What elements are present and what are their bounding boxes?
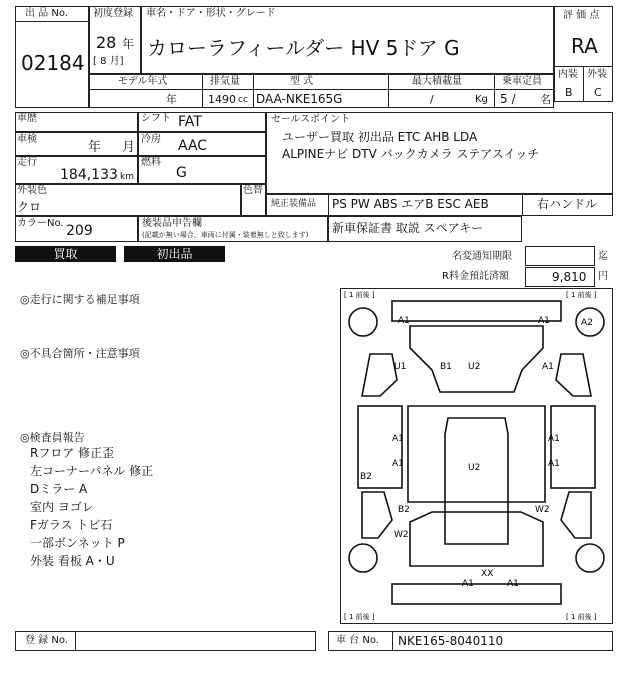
color-value: クロ [17,200,42,214]
displacement-label: 排気量 [210,76,240,87]
hood-outline [410,326,543,392]
mark-w2-lower-left: W2 [394,530,409,540]
damage-diagram [340,288,613,624]
inspector-line-7: 外装 看板 A・U [30,554,115,568]
post-label: 後装品申告欄 [142,218,202,229]
corner-label-top-left: [ 1 前後 ] [344,291,375,299]
mark-xx-rear: XX [481,569,494,579]
color-label: 外装色 [17,185,47,196]
mark-b2-lower-left: B2 [398,505,410,515]
tag-first-listing: 初出品 [124,246,225,262]
handle-value: 右ハンドル [537,197,598,211]
lot-number: 02184 [21,51,85,75]
rating-label: 評 価 点 [563,10,600,21]
inspection-month: 月 [122,140,136,155]
capacity-label: 乗車定員 [502,76,542,87]
ac-value: AAC [178,138,208,154]
mark-b1: B1 [440,362,452,372]
load-separator: / [430,93,434,106]
model-year-unit: 年 [166,93,177,106]
inspector-line-6: 一部ボンネット P [30,536,125,550]
tag-kaitori: 買取 [15,246,116,262]
mark-a1-mid-right-1: A1 [548,434,560,444]
roof-outline [445,418,508,544]
front-bumper-shape [392,301,561,321]
defect-notes-label: ◎不具合箇所・注意事項 [20,347,140,360]
cabin-outline [408,406,545,502]
type-label: 型 式 [290,76,314,87]
mark-a1-mid-left-2: A1 [392,459,404,469]
model-year-label: モデル年式 [118,76,168,87]
exterior-grade: C [594,86,602,99]
mark-w2-lower-right: W2 [535,505,550,515]
wheel-front-left [349,308,377,336]
mark-u1: U1 [394,362,407,372]
chassis-number: NKE165-8040110 [398,634,504,648]
color-no-value: 209 [66,223,93,239]
color-no-label: カラーNo. [17,218,64,229]
fuel-label: 燃料 [141,157,161,168]
spec-divider-1 [202,74,203,108]
load-unit: Kg [475,94,488,105]
mileage-value: 184,133 [60,167,118,183]
rear-deck-outline [410,512,543,566]
drive-notes-label: ◎走行に関する補足事項 [20,293,140,306]
rear-fender-right [561,492,591,538]
wheel-rear-right [576,544,604,572]
deadline-label: 名変通知期限 [452,251,512,262]
registration-number-label: 登 録 No. [25,635,68,646]
load-label: 最大積載量 [412,76,462,87]
equip-value: PS PW ABS エアB ESC AEB [332,197,489,211]
displacement-value: 1490 [208,93,236,106]
deadline-unit: 迄 [598,251,608,262]
mark-a1-rear-left: A1 [462,579,474,589]
interior-grade: B [565,86,573,99]
rating-value: RA [571,34,598,58]
post-note: (記載が無い場合，車両に付属・装着無しと致します) [142,231,309,239]
spec-divider-4 [494,74,495,108]
color-box [15,184,241,216]
fuel-value: G [176,165,187,181]
car-name-label: 車名・ドア・形状・グレード [146,8,276,19]
corner-label-bottom-left: [ 1 前後 ] [344,613,375,621]
interior-label: 内装 [558,69,578,80]
equip-label: 純正装備品 [271,199,317,209]
inspector-line-5: Fガラス トビ石 [30,518,113,532]
chassis-label: 車 台 No. [336,635,379,646]
front-fender-left [362,354,397,396]
mark-a1-top-right: A1 [538,316,550,326]
rear-fender-left [362,492,392,538]
history-label: 車歴 [17,113,37,124]
door-right [551,406,595,488]
recycle-label: R料金預託済額 [442,271,509,282]
registration-number-divider [75,631,76,651]
registration-year: 28 [96,33,117,52]
ac-label: 冷房 [141,134,161,145]
inspection-label: 車検 [17,134,37,145]
mark-a1-mid-right-2: A1 [548,459,560,469]
rear-bumper-shape [392,584,561,604]
inspector-line-4: 室内 ヨゴレ [30,500,94,514]
mark-u2-center: U2 [468,463,481,473]
recycle-value: 9,810 [552,270,587,284]
mark-a1-rear-right: A1 [507,579,519,589]
type-value: DAA-NKE165G [256,92,343,106]
equip-divider-2 [522,194,523,216]
spec-divider-3 [388,74,389,108]
spec-divider-2 [253,74,254,108]
registration-label: 初度登録 [93,8,133,19]
mark-a1-top-left: A1 [398,316,410,326]
deadline-field [525,246,595,266]
inspector-label: ◎検査員報告 [20,431,85,444]
mark-a2-right: A2 [581,318,593,328]
registration-year-unit: 年 [122,37,135,51]
capacity-unit: 名 [540,93,551,106]
mark-a1-mid-left-1: A1 [392,434,404,444]
car-name: カローラフィールダー HV 5ドア G [147,36,460,60]
inspector-line-1: Rフロア 修正歪 [30,446,115,460]
front-fender-right [556,354,591,396]
corner-label-bottom-right: [ 1 前後 ] [566,613,597,621]
mark-b2-left: B2 [360,472,372,482]
mileage-unit: km [120,172,134,182]
mileage-label: 走行 [17,157,37,168]
inspection-year: 年 [88,140,102,155]
inspector-line-3: Dミラー A [30,482,88,496]
corner-label-top-right: [ 1 前後 ] [566,291,597,299]
sales-label: セールスポイント [271,114,351,125]
shift-label: シフト [141,113,171,124]
capacity-value: 5 / [500,92,516,106]
lot-label: 出 品 No. [25,8,68,19]
mark-a1-upper-right: A1 [542,362,554,372]
mark-u2-top: U2 [468,362,481,372]
inspector-line-2: 左コーナーパネル 修正 [30,464,154,478]
displacement-unit: cc [238,95,248,105]
exterior-label: 外装 [587,69,607,80]
registration-month: [ 8 月] [93,56,124,67]
recycle-unit: 円 [598,271,608,282]
shift-value: FAT [178,114,202,130]
sales-line-1: ユーザー買取 初出品 ETC AHB LDA [282,130,478,144]
wheel-rear-left [349,544,377,572]
chassis-divider [392,631,393,651]
sales-line-2: ALPINEナビ DTV バックカメラ ステアスイッチ [282,147,540,161]
extras-value: 新車保証書 取説 スペアキー [332,221,484,235]
recolor-label: 色替 [243,185,263,196]
